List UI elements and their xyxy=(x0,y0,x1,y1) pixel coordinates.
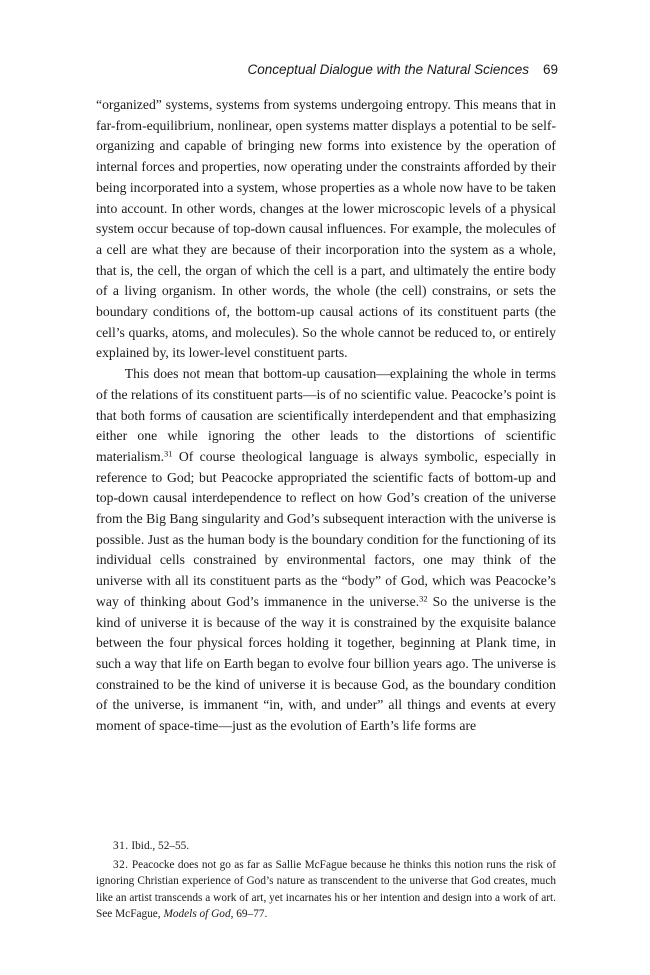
running-head xyxy=(96,62,558,82)
footnote-31-text: Ibid., 52–55. xyxy=(131,840,190,852)
paragraph-2-part-b: Of course theological language is always symbolic, especially in reference to God; but Peacocke appropriated the scientific facts of bottom-up and top-down causal interdependence to reflect on how God’s creation of the universe from the Big Bang singularity and God’s subsequent interaction with the universe is possible. Just as the human body is the boundary condition for the functioning of its individual cells constrained by environmental factors, one may think of the universe with all its constituent parts as the “body” of God, which was Peacocke’s way of thinking about God’s immanence in the universe. xyxy=(96,448,556,609)
paragraph-2-part-a: This does not mean that bottom-up causation—explaining the whole in terms of the relations of its constituent parts—is of no scientific value. Peacocke’s point is that both forms of causation are scientifically interdependent and that emphasizing either one while ignoring the other leads to the distortions of scientific materialism. xyxy=(96,366,556,464)
footnote-32-text: Peacocke does not go as far as Sallie McFague because he thinks this notion runs the risk of ignoring Christian experience of God’s nature as transcendent to the universe that God creates, much like an artist transcends a work of art, yet incarnates his or her intention and design into a work of art. See McFague, xyxy=(96,858,556,921)
footnote-32-pages: , 69–77. xyxy=(230,908,268,921)
body-text xyxy=(96,95,556,737)
paragraph-1: “organized” systems, systems from systems undergoing entropy. This means that in far-from-equilibrium, nonlinear, open systems matter displays a potential to be self-organizing and capable of bringing new forms into existence by the operation of internal forces and properties, now operating under the constraints afforded by their being incorporated into a system, whose properties as a whole now have to be taken into account. In other words, changes at the lower microscopic levels of a physical system occur because of top-down causal influences. For example, the molecules of a cell are what they are because of their incorporation into the system as a whole, that is, the cell, the organ of which the cell is a part, and ultimately the entire body of a living organism. In other words, the whole (the cell) constrains, or sets the boundary conditions of, the bottom-up causal actions of its constituent parts (the cell’s quarks, atoms, and molecules). So the whole cannot be reduced to, or entirely explained by, its lower-level constituent parts. xyxy=(96,97,556,361)
running-head-title: Conceptual Dialogue with the Natural Sciences xyxy=(247,62,529,77)
footnote-31-number: 31. xyxy=(112,840,129,852)
footnotes xyxy=(96,838,556,925)
footnote-ref-32[interactable]: 32 xyxy=(419,593,428,604)
footnote-ref-31[interactable]: 31 xyxy=(164,448,173,459)
paragraph-2-part-c: So the universe is the kind of universe it is because of the way it is constrained by the exquisite balance between the four physical forces holding it together, beginning at Plank time, in such a way that life on Earth began to evolve four billion years ago. The universe is constrained to be the kind of universe it is because God, as the boundary condition of the universe, is immanent “in, with, and under” all things and events at every moment of space-time—just as the evolution of Earth’s life forms are xyxy=(96,593,556,734)
page-number: 69 xyxy=(542,62,558,77)
footnote-32-book-title: Models of God xyxy=(163,908,231,921)
footnote-31 xyxy=(96,838,556,855)
paragraph-2 xyxy=(96,364,556,737)
footnote-32 xyxy=(96,857,556,923)
footnote-32-number: 32. xyxy=(112,858,129,871)
